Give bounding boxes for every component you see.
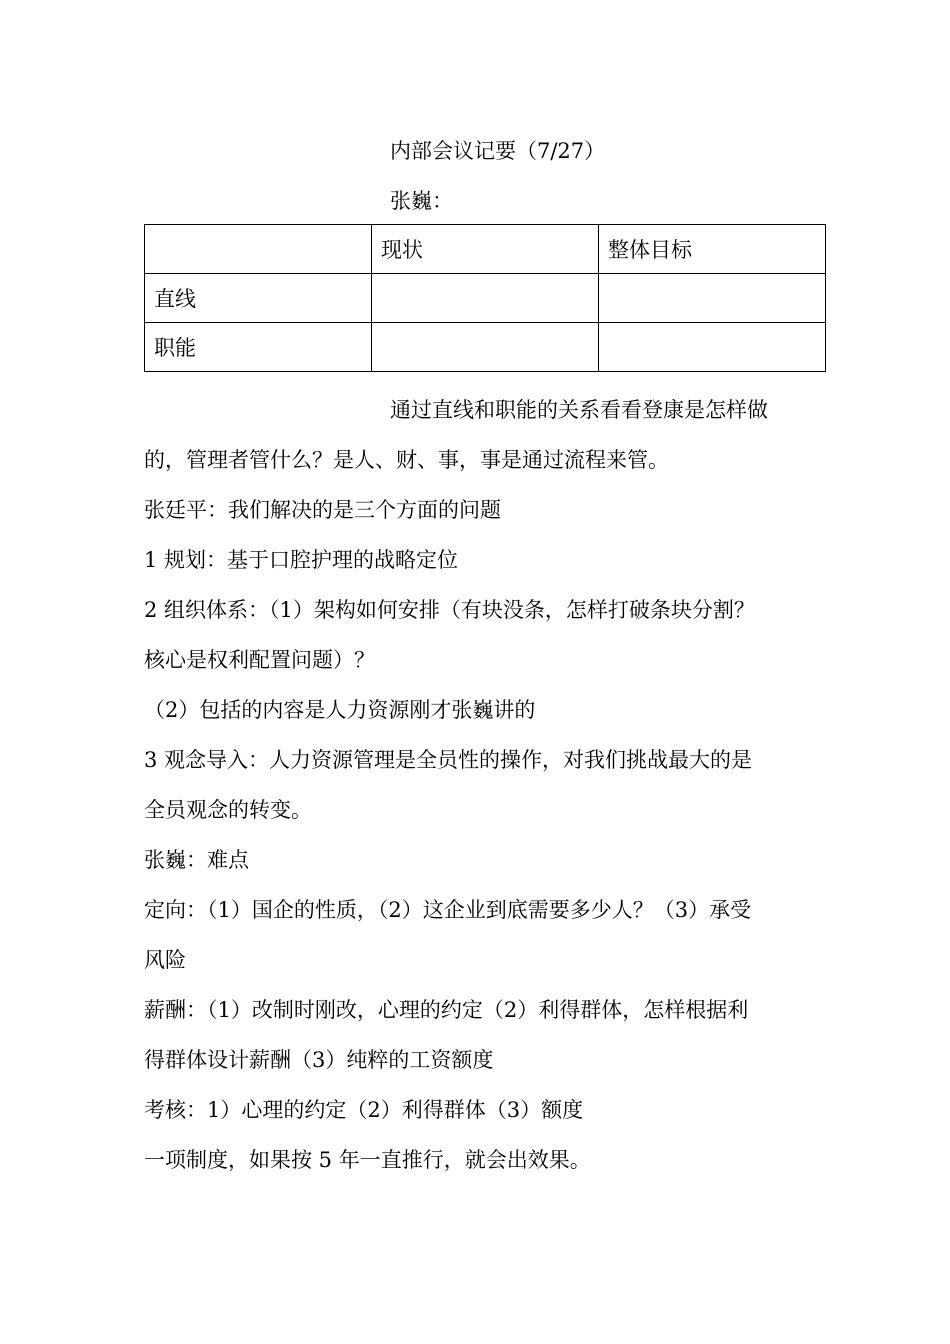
body-line: 核心是权利配置问题）？ [144,648,375,672]
body-line: （2）包括的内容是人力资源刚才张巍讲的 [144,698,536,722]
body-line: 2 组织体系：（1）架构如何安排（有块没条，怎样打破条块分割？ [144,598,755,622]
body-line: 一项制度，如果按 5 年一直推行，就会出效果。 [144,1148,591,1172]
status-goal-table [144,224,826,372]
table-header-cell: 整体目标 [599,225,826,274]
meeting-notes-body [144,385,814,1185]
table-cell [372,274,599,323]
table-header-cell [145,225,372,274]
body-line: 的，管理者管什么？是人、财、事，事是通过流程来管。 [144,448,669,472]
table-row-label: 职能 [145,323,372,372]
body-line: 考核：1）心理的约定（2）利得群体（3）额度 [144,1098,584,1122]
body-line: 3 观念导入：人力资源管理是全员性的操作，对我们挑战最大的是 [144,748,753,772]
body-line: 张廷平：我们解决的是三个方面的问题 [144,498,501,522]
body-line: 薪酬：（1）改制时刚改，心理的约定（2）利得群体，怎样根据利 [144,998,749,1022]
body-line: 风险 [144,948,186,972]
body-line: 定向：（1）国企的性质，（2）这企业到底需要多少人？（3）承受 [144,898,752,922]
body-line: 通过直线和职能的关系看看登康是怎样做 [390,398,768,422]
body-line: 1 规划：基于口腔护理的战略定位 [144,548,459,572]
document-title: 内部会议记要（7/27） [390,139,606,163]
table-row [145,274,826,323]
table-cell [599,323,826,372]
body-line: 全员观念的转变。 [144,798,312,822]
table-header-cell: 现状 [372,225,599,274]
speaker-heading: 张巍： [390,189,453,213]
table-header-row [145,225,826,274]
table-row-label: 直线 [145,274,372,323]
table-cell [372,323,599,372]
table-row [145,323,826,372]
body-line: 张巍：难点 [144,848,249,872]
table-cell [599,274,826,323]
body-line: 得群体设计薪酬（3）纯粹的工资额度 [144,1048,494,1072]
